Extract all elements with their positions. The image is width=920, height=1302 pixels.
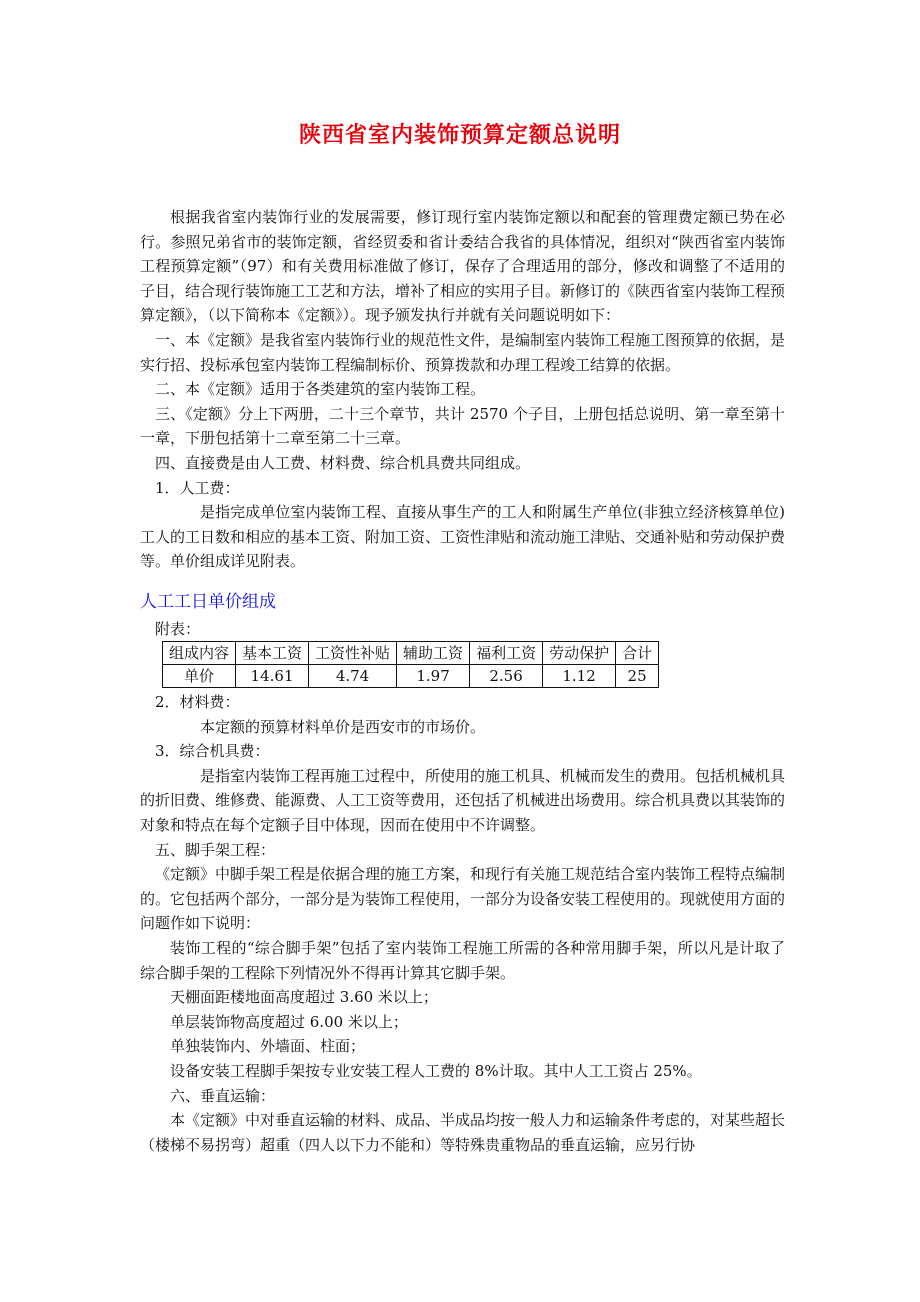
clause-4: 四、直接费是由人工费、材料费、综合机具费共同组成。	[155, 453, 531, 472]
table-header-cell: 组成内容	[163, 642, 236, 665]
scaffold-description: 《定额》中脚手架工程是依据合理的施工方案，和现行有关施工规范结合室内装饰工程特点编制的。它包括两个部分，一部分是为装饰工程使用，一部分为设备安装工程使用的。现就使用方面的问题作如下说明：	[140, 865, 786, 933]
document-body	[140, 205, 785, 1157]
intro-paragraph: 根据我省室内装饰行业的发展需要，修订现行室内装饰定额以和配套的管理费定额已势在必行。参照兄弟省市的装饰定额，省经贸委和省计委结合我省的具体情况，组织对“陕西省室内装饰工程预算定额”（97）和有关费用标准做了修订，保存了合理适用的部分，修改和调整了不适用的子目，结合现行装饰施工工艺和方法，增补了相应的实用子目。新修订的《陕西省室内装饰工程预算定额》，（以下简称本《定额》）。现予颁发执行并就有关问题说明如下：	[140, 208, 786, 325]
item-material-heading: 2．材料费：	[155, 693, 240, 712]
table-header-row	[163, 642, 659, 665]
labor-description: 是指完成单位室内装饰工程、直接从事生产的工人和附属生产单位(非独立经济核算单位)工人的工日数和相应的基本工资、附加工资、工资性津贴和流动施工津贴、交通补贴和劳动保护费等。单价组成详见附表。	[140, 503, 786, 571]
scaffold-case-3: 单独装饰内、外墙面、柱面；	[170, 1037, 366, 1056]
item-labor-heading: 1．人工费：	[155, 478, 240, 497]
table-title: 人工工日单价组成	[140, 591, 276, 612]
table-header-cell: 合计	[616, 642, 659, 665]
page-title: 陕西省室内装饰预算定额总说明	[298, 123, 621, 148]
wage-table	[162, 641, 659, 688]
table-cell: 2.56	[470, 665, 543, 688]
table-header-cell: 工资性补贴	[309, 642, 397, 665]
scaffold-general: 装饰工程的“综合脚手架”包括了室内装饰工程施工所需的各种常用脚手架，所以凡是计取了综合脚手架的工程除下列情况外不得再计算其它脚手架。	[140, 939, 785, 982]
clause-1: 一、本《定额》是我省室内装饰行业的规范性文件，是编制室内装饰工程施工图预算的依据，是实行招、投标承包室内装饰工程编制标价、预算拨款和办理工程竣工结算的依据。	[140, 330, 786, 374]
table-header-cell: 劳动保护	[543, 642, 616, 665]
table-cell: 1.12	[543, 665, 616, 688]
material-description: 本定额的预算材料单价是西安市的市场价。	[200, 717, 486, 736]
clause-3: 三、《定额》分上下两册，二十三个章节，共计 2570 个子目，上册包括总说明、第一章至第十一章，下册包括第十二章至第二十三章。	[140, 404, 785, 448]
vertical-transport-description: 本《定额》中对垂直运输的材料、成品、半成品均按一般人力和运输条件考虑的，对某些超长（楼梯不易拐弯）超重（四人以下力不能和）等特殊贵重物品的垂直运输，应另行协	[140, 1111, 786, 1154]
table-cell: 25	[616, 665, 659, 688]
table-header-cell: 福利工资	[470, 642, 543, 665]
table-caption: 附表：	[155, 619, 201, 638]
table-row	[163, 665, 659, 688]
clause-2: 二、本《定额》适用于各类建筑的室内装饰工程。	[155, 380, 486, 399]
table-header-cell: 基本工资	[236, 642, 309, 665]
scaffold-equipment: 设备安装工程脚手架按专业安装工程人工费的 8%计取。其中人工工资占 25%。	[170, 1062, 702, 1080]
table-cell: 14.61	[236, 665, 309, 688]
clause-6: 六、垂直运输：	[170, 1086, 276, 1105]
scaffold-case-2: 单层装饰物高度超过 6.00 米以上；	[170, 1012, 408, 1031]
table-cell: 1.97	[397, 665, 470, 688]
machinery-description: 是指室内装饰工程再施工过程中，所使用的施工机具、机械而发生的费用。包括机械机具的折旧费、维修费、能源费、人工工资等费用，还包括了机械进出场费用。综合机具费以其装饰的对象和特点在每个定额子目中体现，因而在使用中不许调整。	[140, 766, 786, 835]
scaffold-case-1: 天棚面距楼地面高度超过 3.60 米以上；	[170, 988, 438, 1007]
table-header-cell: 辅助工资	[397, 642, 470, 665]
table-cell: 4.74	[309, 665, 397, 688]
item-machinery-heading: 3．综合机具费：	[155, 742, 270, 761]
clause-5: 五、脚手架工程：	[155, 840, 276, 859]
table-cell: 单价	[163, 665, 236, 688]
